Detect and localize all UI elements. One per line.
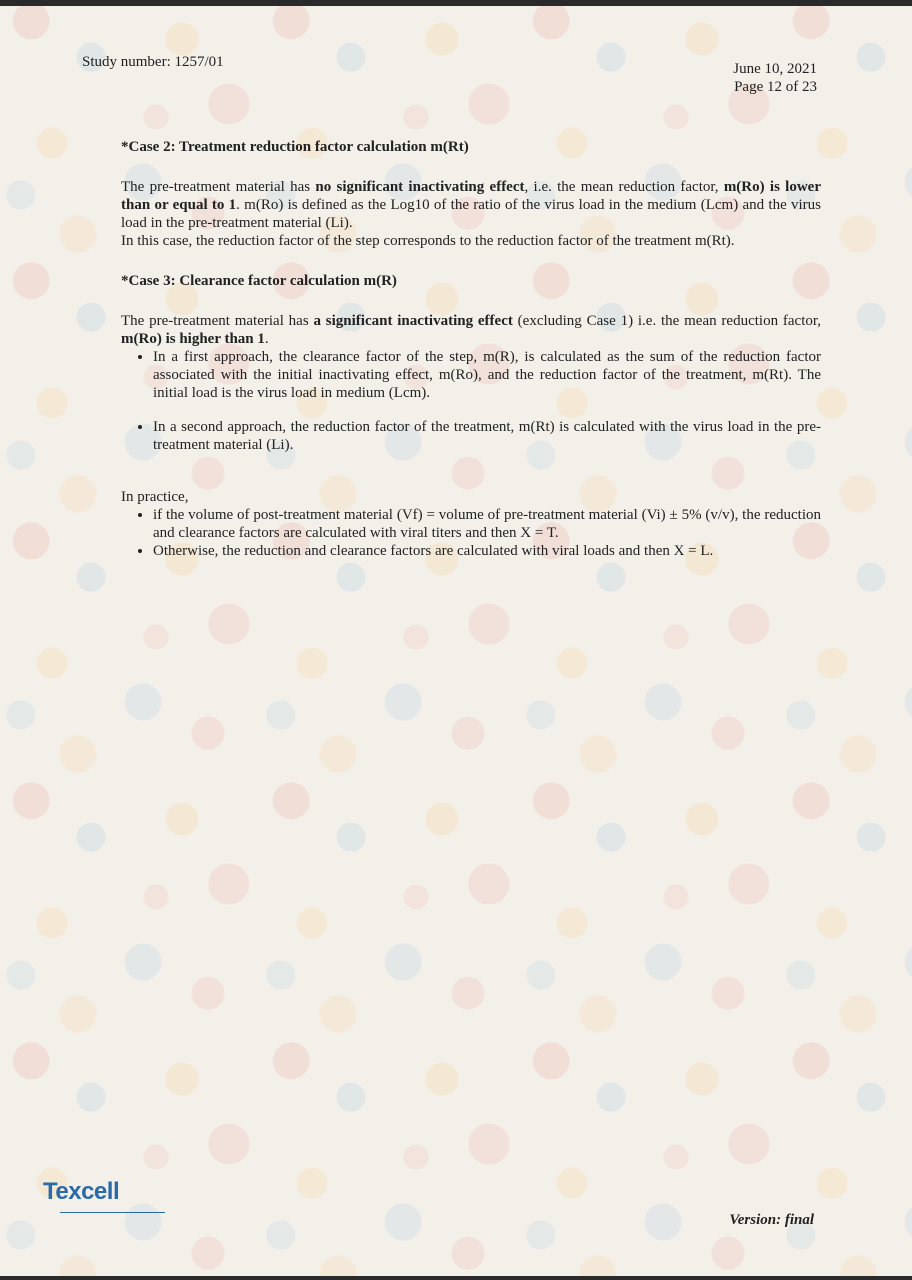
- case3-bullet-2: • In a second approach, the reduction factor of the treatment, m(Rt) is calculated with the virus load in the pre-treatment material (Li).: [153, 418, 821, 454]
- case2-p1-d: m(Ro) is lower than or equal to 1: [121, 179, 822, 213]
- case2-p1-c: , i.e. the mean reduction factor,: [524, 179, 724, 195]
- practice-bullet-2: • Otherwise, the reduction and clearance factors are calculated with viral loads and then X = L.: [153, 542, 821, 560]
- case2-p1-b: no significant inactivating effect: [315, 179, 525, 195]
- case3-p1-e: .: [264, 331, 269, 347]
- texcell-logo: Texcell: [43, 1178, 120, 1205]
- case3-p1-c: (excluding Case 1) i.e. the mean reduction factor,: [512, 313, 822, 329]
- case3-bullet-list: [121, 348, 821, 454]
- practice-bullet-list: [121, 506, 821, 560]
- case3-paragraph-1: [121, 312, 821, 348]
- practice-bullet-1: • if the volume of post-treatment material (Vf) = volume of pre-treatment material (Vi) ± 5% (v/v), the reduction and clearance factors are calculated with viral titers and then X = T.: [153, 506, 821, 542]
- case2-p1-a: The pre-treatment material has: [121, 179, 316, 195]
- document-body: [121, 138, 821, 560]
- logo-underline: [60, 1212, 165, 1213]
- case2-paragraph-2: In this case, the reduction factor of the step corresponds to the reduction factor of the treatment m(Rt).: [121, 233, 735, 249]
- case2-paragraph-1: [121, 178, 821, 232]
- page-number: Page 12 of 23: [734, 79, 817, 95]
- case3-p1-a: The pre-treatment material has: [121, 313, 314, 329]
- header-right: [733, 60, 817, 96]
- case3-p1-d: m(Ro) is higher than 1: [121, 331, 265, 347]
- case3-heading: *Case 3: Clearance factor calculation m(R): [121, 273, 397, 289]
- case3-bullet-1: • In a first approach, the clearance factor of the step, m(R), is calculated as the sum of the reduction factor associated with the initial inactivating effect, m(Ro), and the reduction factor of the treatment, m(Rt). The initial load is the virus load in medium (Lcm).: [153, 348, 821, 402]
- version-label: Version: final: [729, 1212, 814, 1228]
- practice-intro: In practice,: [121, 489, 189, 505]
- document-date: June 10, 2021: [733, 61, 817, 77]
- case2-text: [121, 178, 821, 250]
- case3-p1-b: a significant inactivating effect: [313, 313, 513, 329]
- case2-p1-e: . m(Ro) is defined as the Log10 of the ratio of the virus load in the medium (Lcm) and the virus load in the pre-treatment material (Li).: [121, 197, 821, 231]
- study-number: Study number: 1257/01: [82, 54, 224, 70]
- case2-heading: *Case 2: Treatment reduction factor calculation m(Rt): [121, 139, 469, 155]
